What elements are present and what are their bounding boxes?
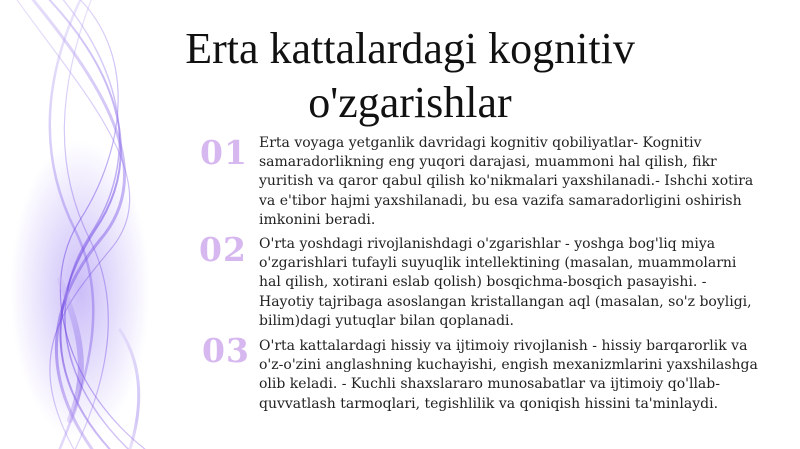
item-text: O'rta yoshdagi rivojlanishdagi o'zgarishlar - yoshga bog'liq miya o'zgarishlari tufayli suyuqlik intellektining (masalan, muammolarni hal qilish, xotirani eslab qolish) bosqichma-bosqich pasayishi. - Hayotiy tajribaga asoslangan kristallangan aql (masalan, so'z boyligi, bilim)dagi yutuqlar bilan qoplanadi. [259,236,752,329]
item-number: 01 [200,133,248,172]
slide-title: Erta kattalardagi kognitiv o'zgarishlar [185,24,635,127]
item-text: Erta voyaga yetganlik davridagi kognitiv qobiliyatlar- Kognitiv samaradorlikning eng yuqori darajasi, muammoni hal qilish, fikr yuritish va qaror qabul qilish ko'nikmalari yaxshilanadi.- Ishchi xotira va e'tibor hajmi yaxshilanadi, bu esa vazifa samaradorligini oshirish imkonini beradi. [259,135,754,228]
item-text: O'rta kattalardagi hissiy va ijtimoiy rivojlanish - hissiy barqarorlik va o'z-o'zini anglashning kuchayishi, engish mexanizmlarini yaxshilashga olib keladi. - Kuchli shaxslararo munosabatlar va ijtimoiy qo'llab-quvvatlash tarmoqlari, tegishlilik va qoniqish hissini ta'minlaydi. [259,338,758,412]
item-number: 03 [202,331,250,370]
item-number: 02 [199,230,247,269]
